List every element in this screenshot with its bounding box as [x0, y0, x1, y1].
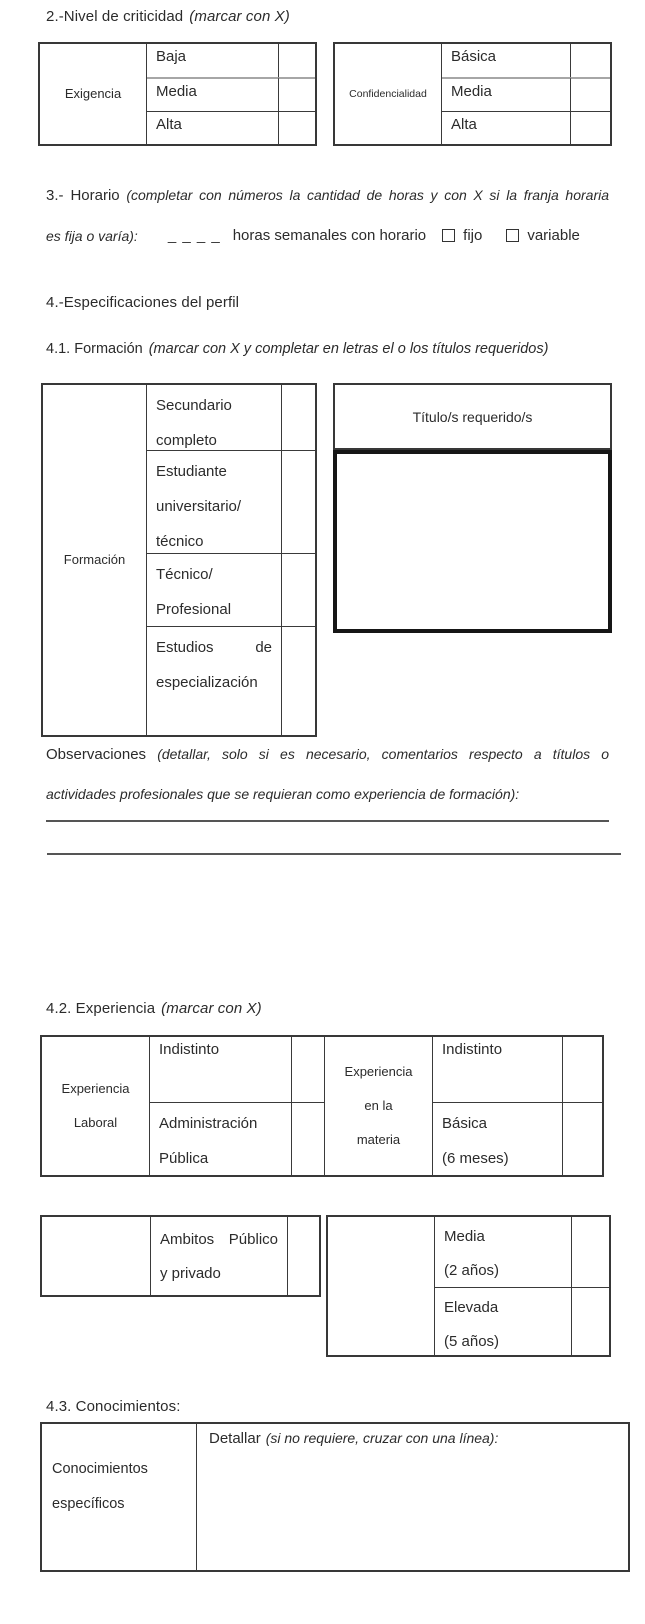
materia-row-basica: [433, 1102, 562, 1175]
confidencialidad-alta-checkbox-cell[interactable]: [570, 111, 610, 144]
formacion-row1-line1: Secundario: [156, 397, 232, 414]
fijo-checkbox[interactable]: [442, 229, 455, 242]
laboral-row2-line1: Administración: [159, 1115, 258, 1132]
formacion-row-secundario: [147, 385, 281, 450]
observaciones-writing-line-1[interactable]: [46, 820, 609, 822]
fijo-label: fijo: [463, 227, 483, 244]
formacion-row-estudiante: [147, 450, 281, 553]
section3-note-line1: (completar con números la cantidad de horas y con X si la franja horaria: [126, 187, 610, 203]
section2-heading: [46, 8, 609, 25]
section3-title: 3.- Horario: [46, 187, 120, 204]
titulos-input-box[interactable]: [333, 450, 612, 633]
exigencia-table: [38, 42, 317, 146]
variable-checkbox[interactable]: [506, 229, 519, 242]
section42-note: (marcar con X): [161, 1000, 262, 1017]
nivel-media-line1: Media: [444, 1228, 485, 1245]
detallar-lead: Detallar: [209, 1430, 261, 1447]
titulos-header-label: Título/s requerido/s: [412, 408, 533, 425]
exigencia-row-media: Media: [147, 77, 278, 110]
laboral-row2-line2: Pública: [159, 1150, 209, 1167]
section42-heading: [46, 1000, 262, 1017]
formacion-row3-line2: Profesional: [156, 601, 232, 618]
confidencialidad-row-basica: Básica: [451, 48, 497, 65]
formacion-row4-line2: especialización: [156, 674, 258, 691]
laboral-indistinto-checkbox-cell[interactable]: [291, 1037, 325, 1102]
formacion-estudiante-checkbox-cell[interactable]: [281, 450, 315, 553]
nivel-media-line2: (2 años): [444, 1262, 500, 1279]
section3-note-line2: es fija o varía):: [46, 227, 138, 244]
experiencia-materia-label-line2: en la: [364, 1098, 393, 1113]
experiencia-table-2-left: [40, 1215, 321, 1297]
formacion-row2-line1: Estudiante: [156, 463, 227, 480]
formacion-row3-line1: Técnico/: [156, 566, 213, 583]
nivel-elevada-line1: Elevada: [444, 1299, 499, 1316]
experiencia-materia-label: [325, 1037, 433, 1175]
formacion-row2-line3: técnico: [156, 533, 204, 550]
laboral-row-administracion: [150, 1102, 291, 1175]
experiencia-materia-label-line1: Experiencia: [344, 1064, 413, 1079]
materia-row2-line1: Básica: [442, 1115, 488, 1132]
nivel-elevada-line2: (5 años): [444, 1333, 500, 1350]
exigencia-row-baja: Baja: [156, 48, 187, 65]
formacion-especializacion-checkbox-cell[interactable]: [281, 626, 315, 735]
formacion-label: Formación: [43, 385, 147, 735]
formacion-row1-line2: completo: [156, 432, 217, 449]
formacion-row4-line1: [156, 630, 272, 665]
observaciones-lead: Observaciones: [46, 746, 147, 763]
formacion-row-tecnico: [147, 553, 281, 626]
confidencialidad-label: Confidencialidad: [335, 44, 442, 144]
observaciones-line2: actividades profesionales que se requieran como experiencia de formación):: [46, 786, 520, 802]
observaciones-note1: (detallar, solo si es necesario, comentarios respecto a títulos o: [157, 746, 610, 762]
confidencialidad-row-media: Media: [442, 77, 570, 110]
nivel-media-row: [435, 1217, 571, 1287]
exigencia-row-alta: Alta: [147, 111, 278, 144]
experiencia-table-1: [40, 1035, 604, 1177]
confidencialidad-media-checkbox-cell[interactable]: [570, 77, 610, 110]
niveles-empty-label-cell: [328, 1217, 435, 1355]
section43-heading: 4.3. Conocimientos:: [46, 1398, 181, 1415]
formacion-row-especializacion: [147, 626, 281, 735]
exigencia-label: Exigencia: [40, 44, 147, 144]
nivel-elevada-row: [435, 1287, 571, 1355]
titulos-header-box: [333, 383, 612, 450]
nivel-elevada-checkbox-cell[interactable]: [571, 1287, 609, 1355]
experiencia-table-2-right: [326, 1215, 611, 1357]
experiencia-laboral-label-line2: Laboral: [73, 1115, 118, 1130]
exigencia-alta-checkbox-cell[interactable]: [278, 111, 315, 144]
conocimientos-label-line2: específicos: [52, 1496, 125, 1512]
exigencia-media-checkbox-cell[interactable]: [278, 77, 315, 110]
conocimientos-detail-cell[interactable]: [197, 1424, 628, 1570]
ambitos-word1: Ambitos: [160, 1231, 215, 1248]
variable-label: variable: [527, 227, 580, 244]
section3-hours-text: horas semanales con horario: [232, 227, 427, 244]
ambitos-line1: [160, 1223, 278, 1257]
section41-heading: [46, 341, 621, 357]
conocimientos-table: [40, 1422, 630, 1572]
nivel-media-checkbox-cell[interactable]: [571, 1217, 609, 1287]
conocimientos-label: [42, 1424, 197, 1570]
section3-heading: [46, 187, 609, 204]
hours-blank-field[interactable]: _ _ _ _: [167, 227, 221, 244]
ambitos-checkbox-cell[interactable]: [287, 1217, 319, 1295]
ambitos-empty-label-cell: [42, 1217, 151, 1295]
experiencia-laboral-label-line1: Experiencia: [61, 1081, 130, 1096]
formacion-row4-word2: de: [255, 639, 272, 656]
formacion-tecnico-checkbox-cell[interactable]: [281, 553, 315, 626]
laboral-administracion-checkbox-cell[interactable]: [291, 1102, 325, 1175]
formacion-secundario-checkbox-cell[interactable]: [281, 385, 315, 450]
confidencialidad-row-alta: Alta: [442, 111, 570, 144]
formacion-table: [41, 383, 317, 737]
materia-indistinto-checkbox-cell[interactable]: [562, 1037, 602, 1102]
observaciones-writing-line-2[interactable]: [47, 853, 621, 855]
experiencia-laboral-label: [42, 1037, 150, 1175]
detallar-note: (si no requiere, cruzar con una línea):: [265, 1430, 499, 1446]
ambitos-line2: y privado: [160, 1265, 221, 1282]
experiencia-materia-label-line3: materia: [356, 1132, 401, 1147]
section42-title: 4.2. Experiencia: [46, 1000, 156, 1017]
materia-row2-line2: (6 meses): [442, 1150, 509, 1167]
ambitos-row: [151, 1217, 287, 1295]
section2-note: (marcar con X): [189, 8, 290, 25]
section3-line2: [46, 227, 621, 244]
exigencia-baja-checkbox-cell[interactable]: [278, 44, 315, 77]
laboral-row-indistinto: Indistinto: [159, 1041, 220, 1058]
section41-title: 4.1. Formación: [46, 341, 143, 357]
materia-basica-checkbox-cell[interactable]: [562, 1102, 602, 1175]
section4-heading: 4.-Especificaciones del perfil: [46, 294, 240, 311]
confidencialidad-basica-checkbox-cell[interactable]: [570, 44, 610, 77]
conocimientos-label-line1: Conocimientos: [52, 1461, 148, 1477]
ambitos-word2: Público: [228, 1231, 278, 1248]
formacion-row2-line2: universitario/: [156, 498, 242, 515]
section41-note: (marcar con X y completar en letras el o los títulos requeridos): [148, 341, 549, 357]
materia-row-indistinto: Indistinto: [442, 1041, 503, 1058]
observaciones-line1: [46, 746, 609, 763]
section2-title: 2.-Nivel de criticidad: [46, 8, 184, 25]
confidencialidad-table: [333, 42, 612, 146]
formacion-row4-word1: Estudios: [156, 639, 214, 656]
